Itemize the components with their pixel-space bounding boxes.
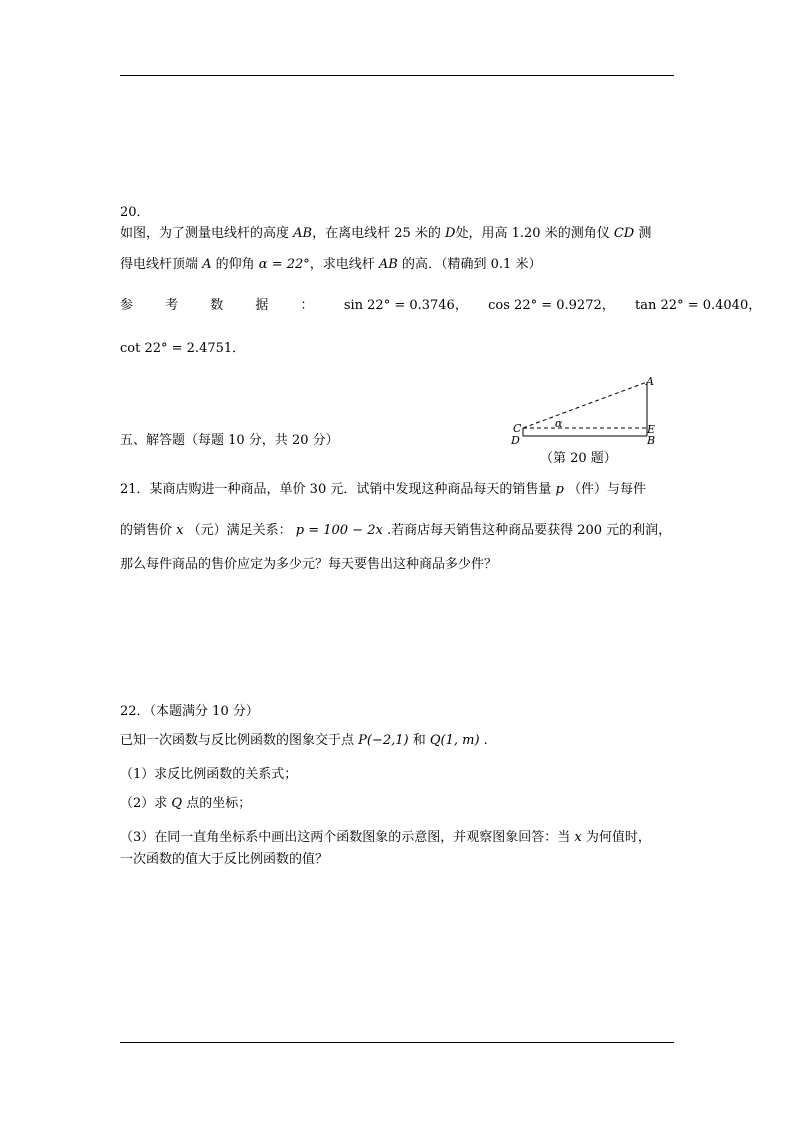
label-a: A — [646, 375, 654, 388]
q22-item-3-line1: （3）在同一直角坐标系中画出这两个函数图象的示意图，并观察图象回答：当 x 为何值时， — [120, 830, 651, 845]
q21-text-line2: 的销售价 x （元）满足关系： p = 100 − 2x .若商店每天销售这种商品要获得 200 元的利润， — [120, 523, 672, 538]
q20-figure-caption: （第 20 题） — [540, 451, 617, 466]
sight-line — [523, 382, 647, 428]
q22-item-1: （1）求反比例函数的关系式； — [120, 767, 298, 782]
q22-header: 22．（本题满分 10 分） — [120, 704, 259, 719]
q20-reference-data: 参 考 数 据 ： sin 22° = 0.3746， cos 22° = 0.9272， tan 22° = 0.4040， — [120, 298, 762, 313]
q22-item-2: （2）求 Q 点的坐标； — [120, 796, 252, 811]
label-alpha: α — [555, 417, 563, 430]
label-c: C — [513, 422, 522, 435]
label-d: D — [511, 434, 520, 447]
q21-text-line3: 那么每件商品的售价应定为多少元？每天要售出这种商品多少件？ — [120, 557, 498, 572]
q22-item-3-line2: 一次函数的值大于反比例函数的值？ — [120, 852, 329, 867]
q20-text-line1: 如图，为了测量电线杆的高度 AB，在离电线杆 25 米的 D处，用高 1.20 米的测角仪 CD 测 — [120, 226, 652, 241]
q20-reference-cot: cot 22° = 2.4751． — [120, 341, 246, 356]
reference-tan: tan 22° = 0.4040 — [635, 298, 749, 313]
section-heading: 五、解答题（每题 10 分，共 20 分） — [120, 433, 339, 448]
footer-rule — [120, 1042, 674, 1043]
q20-number: 20． — [120, 205, 150, 220]
reference-cos: cos 22° = 0.9272 — [488, 298, 602, 313]
q22-text-line1: 已知一次函数与反比例函数的图象交于点 P(−2,1) 和 Q(1, m) . — [120, 733, 488, 748]
reference-sin: sin 22° = 0.3746 — [343, 298, 455, 313]
reference-label: 参 考 数 据 ： — [120, 298, 328, 313]
q20-figure — [505, 372, 665, 448]
label-b: B — [647, 434, 656, 447]
header-rule — [120, 75, 674, 76]
q21-text-line1: 21．某商店购进一种商品，单价 30 元．试销中发现这种商品每天的销售量 p （件）与每件 — [120, 482, 646, 497]
label-e: E — [647, 423, 656, 436]
q20-text-line2: 得电线杆顶端 A 的仰角 α = 22°，求电线杆 AB 的高．（精确到 0.1 米） — [120, 257, 542, 272]
